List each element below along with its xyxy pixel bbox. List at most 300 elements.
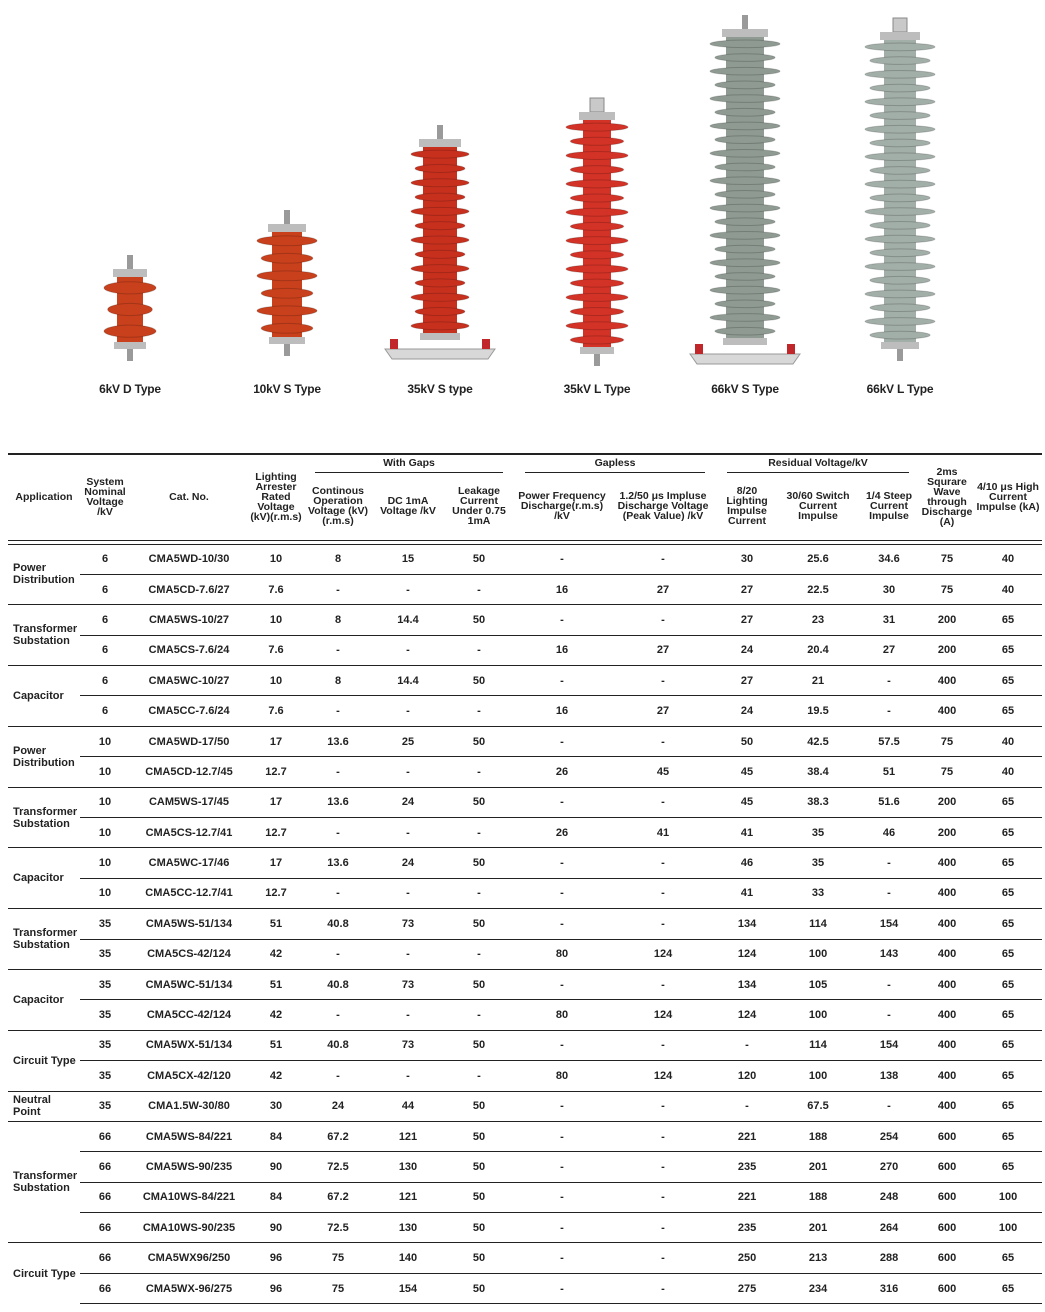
housing-shed	[715, 191, 775, 199]
table-cell: -	[372, 574, 444, 604]
table-cell: 114	[778, 909, 858, 939]
product-caption: 66kV L Type	[866, 382, 934, 396]
table-cell: 65	[974, 605, 1042, 635]
table-cell: 90	[248, 1152, 304, 1182]
table-cell: 25.6	[778, 544, 858, 574]
table-cell: -	[304, 757, 372, 787]
table-cell: 13.6	[304, 726, 372, 756]
housing-shed	[411, 293, 469, 301]
housing-shed	[570, 194, 623, 202]
table-cell: 200	[920, 605, 974, 635]
housing-shed	[710, 259, 780, 267]
housing-shed	[415, 164, 465, 172]
housing-shed	[710, 232, 780, 240]
table-cell: 35	[80, 969, 130, 999]
table-row	[8, 605, 1042, 635]
table-cell: CMA5WX-96/275	[130, 1273, 248, 1303]
table-row	[8, 544, 1042, 574]
top-terminal	[284, 210, 290, 224]
housing-shed	[261, 323, 313, 333]
table-cell: 17	[248, 848, 304, 878]
table-cell: 200	[920, 818, 974, 848]
table-cell: 100	[974, 1182, 1042, 1212]
housing-shed	[715, 108, 775, 116]
housing-shed	[566, 265, 628, 273]
table-cell: 65	[974, 1091, 1042, 1121]
housing-shed	[104, 282, 156, 294]
table-cell: -	[444, 939, 514, 969]
insulator-foot	[695, 344, 703, 354]
table-cell: 13.6	[304, 787, 372, 817]
table-cell: 35	[80, 1061, 130, 1091]
table-cell: 188	[778, 1182, 858, 1212]
housing-shed	[566, 322, 628, 330]
table-cell: 84	[248, 1121, 304, 1151]
application-cell: Capacitor	[8, 666, 80, 727]
bottom-terminal	[594, 354, 600, 366]
table-cell: 100	[778, 939, 858, 969]
table-row	[8, 696, 1042, 726]
application-cell: Transformer Substation	[8, 909, 80, 970]
table-cell: -	[372, 757, 444, 787]
table-cell: 221	[716, 1182, 778, 1212]
housing-shed	[415, 308, 465, 316]
table-cell: 250	[716, 1243, 778, 1273]
application-cell: Transformer Substation	[8, 605, 80, 666]
table-cell: 400	[920, 1000, 974, 1030]
table-cell: 50	[444, 848, 514, 878]
product-caption: 6kV D Type	[99, 382, 161, 396]
table-cell: 221	[716, 1121, 778, 1151]
top-terminal	[742, 15, 748, 29]
table-cell: -	[514, 787, 610, 817]
table-cell: 35	[80, 1000, 130, 1030]
surge-arrester-image	[360, 0, 520, 380]
housing-shed	[566, 208, 628, 216]
table-cell: -	[858, 848, 920, 878]
application-cell: Circuit Type	[8, 1030, 80, 1091]
housing-shed	[715, 273, 775, 281]
table-cell: 65	[974, 666, 1042, 696]
application-cell: Transformer Substation	[8, 1121, 80, 1243]
housing-shed	[566, 237, 628, 245]
table-cell: 40	[974, 574, 1042, 604]
table-cell: 38.4	[778, 757, 858, 787]
table-cell: -	[304, 574, 372, 604]
table-cell: 42	[248, 1000, 304, 1030]
housing-shed	[865, 290, 935, 298]
surge-arrester-image	[207, 0, 367, 380]
table-cell: CMA5WS-10/27	[130, 605, 248, 635]
table-cell: 27	[716, 605, 778, 635]
table-cell: -	[514, 1152, 610, 1182]
table-cell: 35	[778, 848, 858, 878]
table-row	[8, 1091, 1042, 1121]
table-cell: -	[444, 818, 514, 848]
table-cell: 200	[920, 787, 974, 817]
product-caption: 66kV S Type	[711, 382, 779, 396]
residual-label: Residual Voltage/kV	[727, 458, 909, 473]
table-row	[8, 1182, 1042, 1212]
housing-shed	[710, 40, 780, 48]
table-cell: 24	[372, 848, 444, 878]
housing-shed	[715, 300, 775, 308]
table-cell: CMA5WS-51/134	[130, 909, 248, 939]
table-cell: 65	[974, 635, 1042, 665]
table-cell: 16	[514, 635, 610, 665]
housing-shed	[865, 263, 935, 271]
table-cell: 124	[716, 939, 778, 969]
table-cell: 400	[920, 969, 974, 999]
table-cell: 75	[304, 1273, 372, 1303]
table-cell: 50	[444, 1243, 514, 1273]
table-cell: 65	[974, 1061, 1042, 1091]
application-cell: Capacitor	[8, 969, 80, 1030]
table-cell: 30	[858, 574, 920, 604]
table-cell: 90	[248, 1213, 304, 1243]
table-cell: -	[514, 1182, 610, 1212]
table-cell: -	[514, 909, 610, 939]
housing-core	[272, 232, 302, 337]
table-cell: 12.7	[248, 757, 304, 787]
table-cell: 30	[248, 1091, 304, 1121]
table-cell: 50	[444, 909, 514, 939]
table-cell: 121	[372, 1121, 444, 1151]
table-cell: 154	[372, 1273, 444, 1303]
table-cell: 6	[80, 544, 130, 574]
table-cell: CMA5CC-12.7/41	[130, 878, 248, 908]
table-row	[8, 1030, 1042, 1060]
table-cell: -	[304, 939, 372, 969]
product-item	[207, 0, 367, 420]
table-cell: 270	[858, 1152, 920, 1182]
table-cell: -	[514, 848, 610, 878]
table-cell: 120	[716, 1061, 778, 1091]
table-cell: -	[514, 605, 610, 635]
table-cell: 75	[920, 574, 974, 604]
table-cell: CAM5WS-17/45	[130, 787, 248, 817]
housing-shed	[865, 98, 935, 106]
table-cell: 130	[372, 1152, 444, 1182]
table-cell: -	[304, 635, 372, 665]
housing-shed	[870, 194, 930, 202]
table-cell: 50	[444, 544, 514, 574]
table-cell: 50	[444, 666, 514, 696]
table-cell: 20.4	[778, 635, 858, 665]
table-cell: -	[514, 1091, 610, 1121]
housing-shed	[104, 325, 156, 337]
table-cell: 35	[80, 1091, 130, 1121]
top-cap	[880, 32, 920, 40]
table-cell: 19.5	[778, 696, 858, 726]
table-cell: -	[514, 969, 610, 999]
table-cell: 96	[248, 1243, 304, 1273]
table-row	[8, 818, 1042, 848]
spec-table	[8, 453, 1042, 1304]
table-cell: -	[372, 635, 444, 665]
table-cell: 45	[716, 787, 778, 817]
table-cell: 27	[858, 635, 920, 665]
table-cell: 40	[974, 726, 1042, 756]
top-cap	[722, 29, 768, 37]
housing-shed	[411, 322, 469, 330]
housing-shed	[715, 54, 775, 62]
housing-shed	[870, 276, 930, 284]
top-terminal	[127, 255, 133, 269]
product-item	[360, 0, 520, 420]
housing-shed	[411, 265, 469, 273]
table-row	[8, 757, 1042, 787]
table-cell: -	[610, 848, 716, 878]
table-cell: 75	[304, 1243, 372, 1273]
table-cell: 600	[920, 1273, 974, 1303]
application-cell: Capacitor	[8, 848, 80, 909]
table-cell: -	[444, 1000, 514, 1030]
housing-shed	[108, 303, 153, 315]
table-cell: CMA5WD-17/50	[130, 726, 248, 756]
housing-shed	[411, 150, 469, 158]
header-residual	[716, 454, 920, 476]
table-cell: 40.8	[304, 909, 372, 939]
table-cell: 600	[920, 1213, 974, 1243]
table-cell: 134	[716, 909, 778, 939]
table-cell: 40.8	[304, 969, 372, 999]
table-row	[8, 1000, 1042, 1030]
header-leakage: Leakage Current Under 0.75 1mA	[452, 484, 506, 527]
housing-shed	[257, 271, 317, 281]
table-cell: CMA5CS-42/124	[130, 939, 248, 969]
housing-shed	[566, 180, 628, 188]
table-cell: 50	[444, 1152, 514, 1182]
product-item	[665, 0, 825, 420]
table-cell: 16	[514, 696, 610, 726]
top-lug	[590, 98, 604, 112]
housing-shed	[715, 163, 775, 171]
table-cell: 143	[858, 939, 920, 969]
table-cell: -	[514, 878, 610, 908]
table-cell: 234	[778, 1273, 858, 1303]
table-cell: 66	[80, 1213, 130, 1243]
housing-shed	[865, 318, 935, 326]
header-steep-impulse: 1/4 Steep Current Impulse	[865, 489, 913, 522]
housing-shed	[570, 137, 623, 145]
header-system-voltage: System Nominal Voltage /kV	[84, 476, 126, 519]
top-cap	[579, 112, 615, 120]
housing-shed	[865, 208, 935, 216]
table-cell: -	[372, 818, 444, 848]
table-cell: -	[858, 666, 920, 696]
table-cell: 80	[514, 939, 610, 969]
housing-shed	[710, 149, 780, 157]
table-cell: 50	[444, 787, 514, 817]
table-cell: 201	[778, 1152, 858, 1182]
table-cell: 154	[858, 1030, 920, 1060]
table-cell: 72.5	[304, 1152, 372, 1182]
table-row	[8, 939, 1042, 969]
housing-shed	[865, 70, 935, 78]
table-body	[8, 544, 1042, 1304]
table-cell: 50	[444, 1213, 514, 1243]
table-cell: 57.5	[858, 726, 920, 756]
table-cell: 100	[974, 1213, 1042, 1243]
housing-shed	[710, 95, 780, 103]
table-cell: -	[610, 1273, 716, 1303]
table-cell: 10	[80, 818, 130, 848]
header-square-wave: 2ms Squrare Wave through Discharge (A)	[921, 466, 973, 529]
table-cell: 254	[858, 1121, 920, 1151]
table-cell: 35	[80, 909, 130, 939]
table-cell: 65	[974, 848, 1042, 878]
table-cell: 400	[920, 848, 974, 878]
table-cell: 45	[610, 757, 716, 787]
table-cell: -	[610, 1030, 716, 1060]
table-cell: 46	[858, 818, 920, 848]
housing-shed	[710, 286, 780, 294]
table-cell: 51.6	[858, 787, 920, 817]
table-cell: 600	[920, 1152, 974, 1182]
table-cell: 17	[248, 787, 304, 817]
table-cell: 288	[858, 1243, 920, 1273]
table-cell: 75	[920, 544, 974, 574]
table-cell: 27	[610, 574, 716, 604]
housing-shed	[715, 218, 775, 226]
housing-shed	[570, 279, 623, 287]
table-cell: -	[514, 1243, 610, 1273]
table-cell: CMA5WD-10/30	[130, 544, 248, 574]
table-cell: 25	[372, 726, 444, 756]
table-cell: 6	[80, 666, 130, 696]
table-cell: 41	[716, 818, 778, 848]
housing-shed	[710, 204, 780, 212]
housing-shed	[261, 253, 313, 263]
housing-shed	[566, 293, 628, 301]
table-cell: 248	[858, 1182, 920, 1212]
table-cell: -	[610, 1091, 716, 1121]
insulator-foot	[787, 344, 795, 354]
table-cell: 400	[920, 666, 974, 696]
housing-shed	[870, 249, 930, 257]
table-cell: 124	[716, 1000, 778, 1030]
table-cell: 6	[80, 696, 130, 726]
table-row	[8, 635, 1042, 665]
housing-shed	[570, 336, 623, 344]
table-cell: 235	[716, 1152, 778, 1182]
product-caption: 10kV S Type	[253, 382, 321, 396]
table-cell: 400	[920, 1061, 974, 1091]
housing-shed	[865, 153, 935, 161]
bottom-terminal	[127, 349, 133, 361]
table-row	[8, 878, 1042, 908]
table-cell: -	[514, 666, 610, 696]
table-cell: 10	[248, 605, 304, 635]
table-cell: 50	[444, 605, 514, 635]
table-cell: 201	[778, 1213, 858, 1243]
top-cap	[113, 269, 147, 277]
housing-shed	[411, 207, 469, 215]
table-cell: -	[610, 1182, 716, 1212]
housing-shed	[570, 222, 623, 230]
table-cell: 50	[716, 726, 778, 756]
housing-shed	[865, 235, 935, 243]
table-cell: CMA1.5W-30/80	[130, 1091, 248, 1121]
table-cell: 66	[80, 1152, 130, 1182]
table-cell: 65	[974, 1273, 1042, 1303]
housing-shed	[415, 250, 465, 258]
table-cell: 51	[248, 909, 304, 939]
table-cell: 27	[610, 696, 716, 726]
table-cell: 44	[372, 1091, 444, 1121]
table-cell: 73	[372, 909, 444, 939]
table-cell: 34.6	[858, 544, 920, 574]
table-cell: 46	[716, 848, 778, 878]
table-cell: 200	[920, 635, 974, 665]
header-impulse-discharge: 1.2/50 μs Impluse Discharge Voltage (Peak Value) /kV	[617, 489, 709, 522]
table-cell: -	[372, 939, 444, 969]
table-cell: 41	[716, 878, 778, 908]
table-cell: 400	[920, 1091, 974, 1121]
table-cell: CMA5WX96/250	[130, 1243, 248, 1273]
base-plate	[690, 354, 800, 364]
table-cell: 17	[248, 726, 304, 756]
table-cell: 80	[514, 1061, 610, 1091]
table-cell: 65	[974, 969, 1042, 999]
table-cell: -	[610, 726, 716, 756]
table-cell: 130	[372, 1213, 444, 1243]
table-cell: 8	[304, 666, 372, 696]
table-cell: CMA5CS-12.7/41	[130, 818, 248, 848]
table-cell: -	[716, 1091, 778, 1121]
housing-shed	[865, 125, 935, 133]
table-cell: -	[610, 969, 716, 999]
table-cell: 400	[920, 696, 974, 726]
table-cell: 10	[80, 787, 130, 817]
table-cell: 121	[372, 1182, 444, 1212]
table-cell: CMA5WS-90/235	[130, 1152, 248, 1182]
product-item	[820, 0, 980, 420]
table-cell: 40	[974, 757, 1042, 787]
top-lug	[893, 18, 907, 32]
table-cell: 50	[444, 969, 514, 999]
table-cell: 75	[920, 726, 974, 756]
table-cell: -	[372, 696, 444, 726]
table-cell: 50	[444, 1091, 514, 1121]
bottom-terminal	[897, 349, 903, 361]
table-cell: CMA10WS-84/221	[130, 1182, 248, 1212]
table-cell: 24	[716, 696, 778, 726]
table-cell: 50	[444, 726, 514, 756]
bottom-cap	[881, 342, 919, 349]
table-cell: -	[372, 878, 444, 908]
housing-shed	[870, 139, 930, 147]
table-cell: 65	[974, 696, 1042, 726]
table-cell: 100	[778, 1000, 858, 1030]
table-cell: CMA5CC-42/124	[130, 1000, 248, 1030]
housing-shed	[411, 179, 469, 187]
table-cell: 124	[610, 1000, 716, 1030]
table-cell: 10	[80, 726, 130, 756]
table-row	[8, 1213, 1042, 1243]
table-row	[8, 666, 1042, 696]
table-cell: -	[444, 1061, 514, 1091]
header-with-gaps	[304, 454, 514, 476]
top-cap	[419, 139, 461, 147]
housing-shed	[570, 166, 623, 174]
table-cell: 213	[778, 1243, 858, 1273]
table-cell: -	[304, 1000, 372, 1030]
housing-shed	[710, 177, 780, 185]
housing-shed	[257, 306, 317, 316]
table-cell: -	[610, 605, 716, 635]
